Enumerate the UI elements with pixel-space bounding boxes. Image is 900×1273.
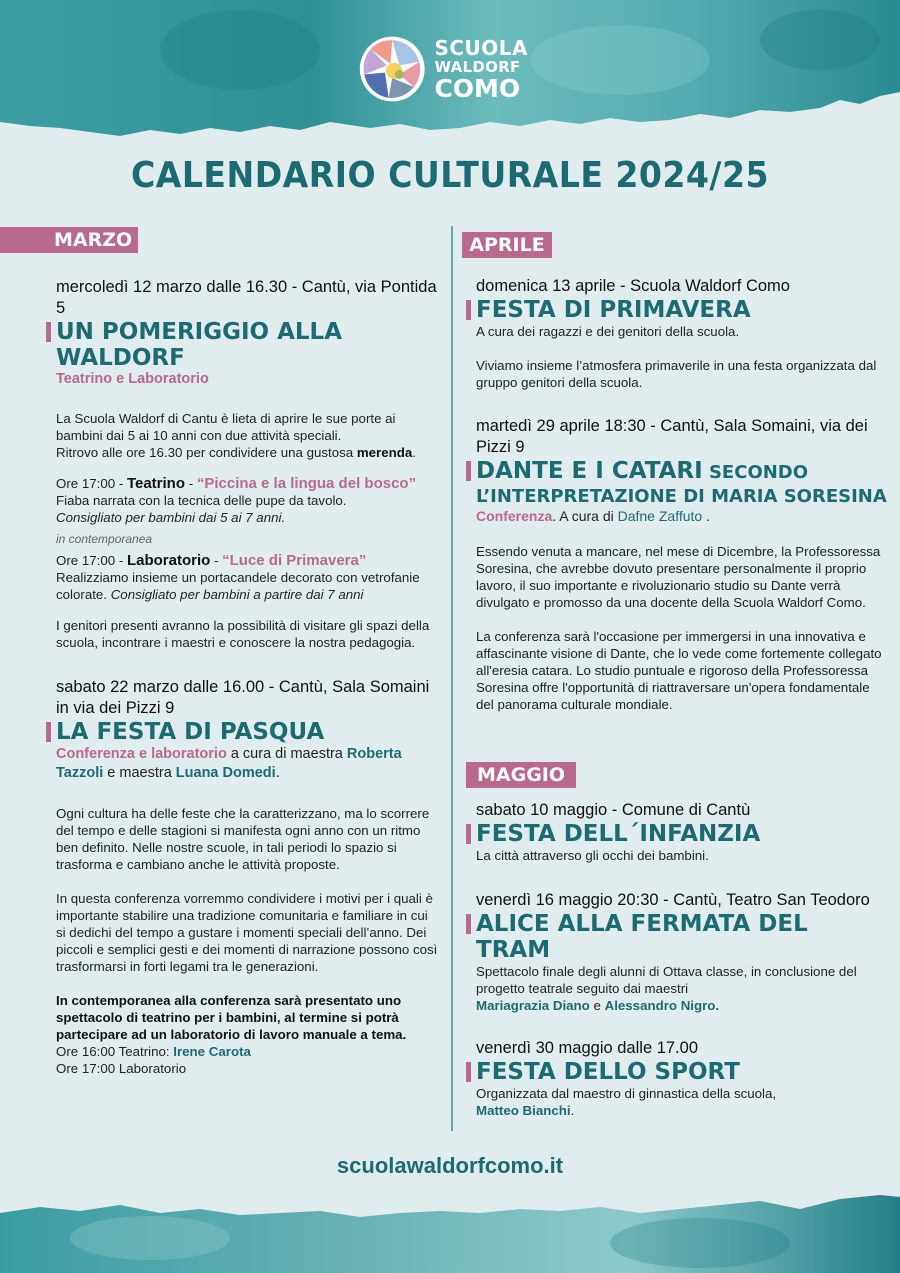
schedule-line: Ore 17:00 Laboratorio (56, 1061, 187, 1076)
event-title (476, 297, 886, 323)
event-title (476, 821, 886, 847)
performer-name: Irene Carota (173, 1044, 251, 1059)
activity-time: Ore 17:00 - (56, 553, 127, 568)
event-pomeriggio-waldorf (56, 277, 441, 651)
event-closing-text: I genitori presenti avranno la possibilità di visitare gli spazi della scuola, incontrare i maestri e conoscere la nostra pedagogia. (56, 618, 430, 650)
event-date: venerdì 30 maggio dalle 17.00 (476, 1039, 698, 1057)
description-text: La Scuola Waldorf di Cantu è lieta di aprire le sue porte ai bambini dai 5 ai 10 anni con due attività speciali. (56, 411, 396, 443)
description-text: Ritrovo alle ore 16.30 per condividere una gustosa (56, 445, 357, 460)
event-title-text: DANTE E I CATARI (476, 458, 703, 484)
accent-bar (46, 322, 51, 342)
activity-description: Realizziamo insieme un portacandele decorato con vetrofanie colorate. (56, 570, 420, 602)
punctuation: . (412, 445, 416, 460)
schedule-line: Ore 16:00 Teatrino: (56, 1044, 174, 1059)
logo-line-3: COMO (434, 73, 521, 103)
highlight-merenda: merenda (356, 445, 413, 460)
accent-bar (466, 461, 471, 481)
event-description (56, 410, 441, 461)
event-alice-tram (476, 890, 886, 1014)
separator: - (210, 553, 223, 568)
host-name: Dafne Zaffuto (617, 508, 703, 524)
logo-emblem-icon (358, 31, 426, 107)
event-description: La conferenza sarà l'occasione per immergersi in una innovativa e affascinante visione di Dante, che lo vede come fortemente collegato all'eresia catara. Lo studio puntuale e rigoroso della Professoressa Soresina offre l'opportunità di riattraversare un'opera fondamentale del panorama culturale mondiale. (476, 629, 882, 712)
event-subtitle (476, 508, 891, 525)
description-text: Organizzata dal maestro di ginnastica della scuola, (476, 1086, 777, 1101)
subtitle-type: Conferenza (476, 508, 553, 524)
event-festa-pasqua (56, 677, 441, 1077)
accent-bar (46, 722, 51, 742)
event-title-text: ALICE ALLA FERMATA DEL TRAM (476, 911, 808, 963)
activity-description: Fiaba narrata con la tecnica delle pupe da tavolo. (56, 493, 347, 508)
event-title-text: FESTA DELLO SPORT (476, 1059, 740, 1085)
contemporanea-note: in contemporanea (56, 532, 153, 546)
teacher-name: Mariagrazia Diano (476, 998, 590, 1013)
event-schedule (56, 1043, 441, 1077)
event-date: sabato 22 marzo dalle 16.00 - Cantù, Sala Somaini in via dei Pizzi 9 (56, 678, 430, 717)
activity-name: Teatrino (126, 475, 186, 492)
teacher-name: Matteo Bianchi (476, 1103, 571, 1118)
event-date: sabato 10 maggio - Comune di Cantù (476, 801, 751, 819)
teacher-name: Alessandro Nigro. (604, 998, 720, 1013)
month-label-marzo: MARZO (0, 227, 138, 253)
event-date: mercoledì 12 marzo dalle 16.30 - Cantù, via Pontida 5 (56, 278, 437, 317)
accent-bar (466, 914, 471, 934)
activity-teatrino (56, 475, 441, 526)
footer-watercolor-background (0, 1183, 900, 1273)
event-date: domenica 13 aprile - Scuola Waldorf Como (476, 277, 790, 295)
event-title-small: SECONDO (702, 462, 809, 483)
description-text: Spettacolo finale degli alunni di Ottava classe, in conclusione del progetto teatrale seguito dai maestri (476, 964, 857, 996)
event-festa-infanzia (476, 800, 886, 864)
event-description: In questa conferenza vorremmo condividere i motivi per i quali è importante stabilire una tradizione comunitaria e familiare in cui si dedichi del tempo a gustare i momenti speciali dell’anno. Dei piccoli e semplici gesti e dei momenti di narrazione possono così trasformarsi in forti legami tra le generazioni. (56, 891, 438, 974)
event-title-text: LA FESTA DI PASQUA (56, 719, 325, 745)
host-name: Luana Domedi (175, 765, 276, 781)
event-subtitle (56, 745, 441, 783)
event-title-text: FESTA DELL´INFANZIA (476, 821, 761, 847)
event-title (56, 319, 441, 371)
separator: - (185, 476, 197, 491)
event-description: Viviamo insieme l’atmosfera primaverile in una festa organizzata dal gruppo genitori della scuola. (476, 358, 877, 390)
conjunction: e (589, 998, 605, 1013)
punctuation: . (570, 1103, 575, 1118)
accent-bar (466, 824, 471, 844)
event-description (476, 1085, 886, 1119)
event-dante-catari (476, 416, 891, 713)
activity-laboratorio (56, 552, 441, 603)
column-divider (451, 226, 453, 1131)
school-logo (358, 30, 528, 108)
month-label-aprile: APRILE (462, 232, 552, 258)
accent-bar (466, 1062, 471, 1082)
event-description: Ogni cultura ha delle feste che la caratterizzano, ma lo scorrere del tempo e delle stagioni si manifesta ogni anno con un ritmo ben definito. Nelle nostre scuole, in tali periodi lo spazio si trasforma e cambiano anche le attività proposte. (56, 806, 430, 872)
month-label-maggio: MAGGIO (466, 762, 576, 788)
subtitle-text: e maestra (103, 765, 176, 781)
subtitle-type: Conferenza e laboratorio (56, 746, 227, 762)
logo-line-2: WALDORF (434, 57, 521, 76)
event-date: martedì 29 aprile 18:30 - Cantù, Sala Somaini, via dei Pizzi 9 (476, 417, 868, 456)
event-title (476, 911, 886, 963)
event-note: In contemporanea alla conferenza sarà presentato uno spettacolo di teatrino per i bambini, al termine si potrà partecipare ad un laboratorio di lavoro manuale a tema. (56, 993, 407, 1042)
event-description: A cura dei ragazzi e dei genitori della scuola. (476, 324, 740, 339)
event-description: La città attraverso gli occhi dei bambini. (476, 848, 709, 863)
activity-time: Ore 17:00 - (56, 476, 127, 491)
accent-bar (466, 300, 471, 320)
subtitle-text: a cura di maestra (226, 746, 347, 762)
event-title (56, 719, 441, 745)
event-festa-sport (476, 1038, 886, 1119)
event-title-text: UN POMERIGGIO ALLA WALDORF (56, 319, 342, 371)
host-name: Roberta Tazzoli (56, 746, 402, 781)
event-title-text: FESTA DI PRIMAVERA (476, 297, 751, 323)
event-subtitle: Teatrino e Laboratorio (56, 371, 209, 387)
activity-title: “Piccina e la lingua del bosco” (196, 475, 417, 492)
activity-note: Consigliato per bambini a partire dai 7 anni (110, 587, 364, 602)
event-title-line2: L’INTERPRETAZIONE DI MARIA SORESINA (476, 486, 887, 507)
event-title (476, 1059, 886, 1085)
event-title (476, 458, 891, 486)
event-description (476, 963, 886, 1014)
page-title: CALENDARIO CULTURALE 2024/25 (131, 155, 769, 196)
subtitle-text: . A cura di (552, 508, 618, 524)
website-link[interactable]: scuolawaldorfcomo.it (336, 1153, 564, 1178)
punctuation: . (702, 508, 710, 524)
punctuation: . (275, 765, 280, 781)
event-date: venerdì 16 maggio 20:30 - Cantù, Teatro San Teodoro (476, 891, 870, 909)
event-description: Essendo venuta a mancare, nel mese di Dicembre, la Professoressa Soresina, che avrebbe dovuto presentare personalmente il proprio lavoro, il suo importante e rivoluzionario studio su Dante verrà divulgato e promosso da una docente della Scuola Waldorf Como. (476, 544, 881, 610)
logo-line-1: SCUOLA (434, 35, 528, 60)
activity-name: Laboratorio (126, 552, 211, 569)
event-festa-primavera (476, 276, 886, 391)
activity-title: “Luce di Primavera” (222, 552, 367, 569)
activity-note: Consigliato per bambini dai 5 ai 7 anni. (56, 510, 286, 525)
